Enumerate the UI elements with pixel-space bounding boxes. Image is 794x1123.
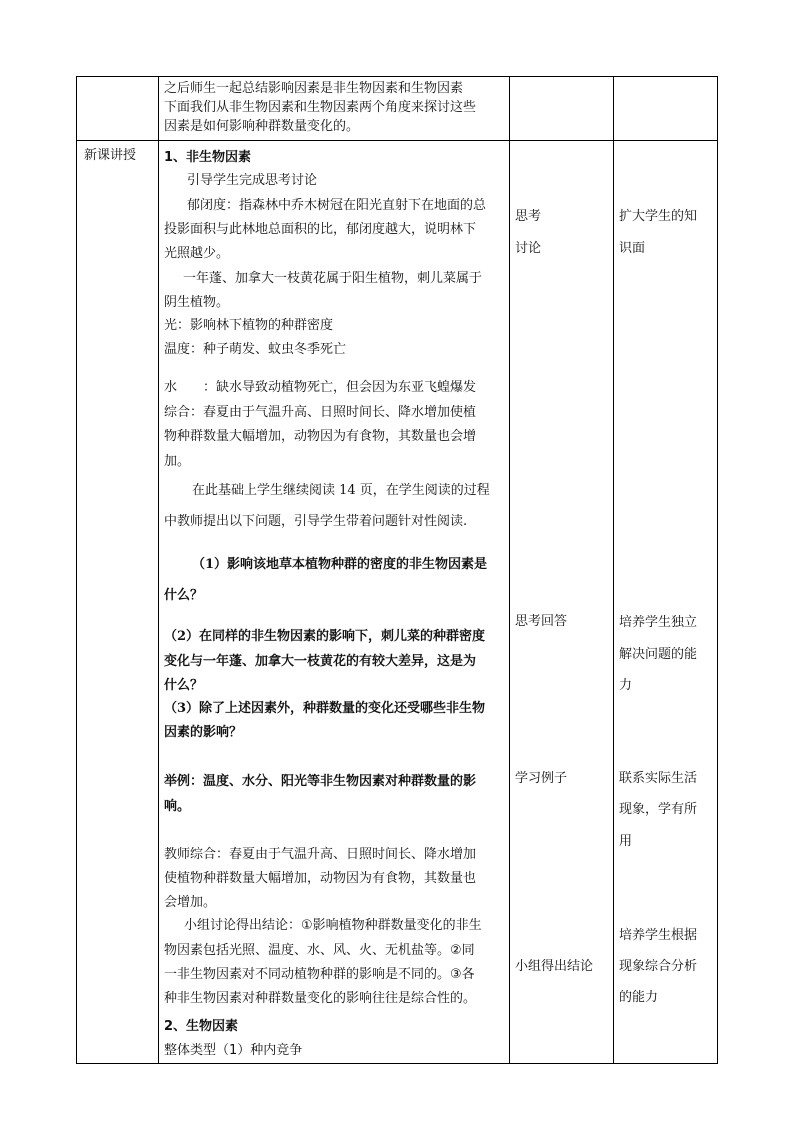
table-border-top [76, 76, 718, 77]
purpose-1-line-2: 识面 [619, 241, 646, 256]
combined-factor-line-1: 综合：春夏由于气温升高、日照时间长、降水增加使植 [164, 405, 477, 420]
canopy-definition-line-3: 光照越少。 [164, 246, 230, 261]
student-group-conclusion: 小组得出结论 [515, 959, 594, 974]
teacher-summary-line-1: 教师综合：春夏由于气温升高、日照时间长、降水增加 [164, 847, 477, 862]
purpose-3-line-1: 联系实际生活 [619, 771, 698, 786]
guide-text: 引导学生完成思考讨论 [187, 173, 318, 188]
stage-label: 新课讲授 [84, 148, 137, 163]
student-discuss: 讨论 [515, 241, 542, 256]
plants-line-2: 阴生植物。 [164, 295, 230, 310]
group-conclusion-line-4: 种非生物因素对种群数量变化的影响往往是综合性的。 [164, 991, 477, 1006]
row-divider [76, 140, 718, 141]
column-divider-1 [158, 76, 159, 1064]
light-factor: 光：影响林下植物的种群密度 [164, 318, 334, 333]
plants-line-1: 一年蓬、加拿大一枝黄花属于阳生植物，刺儿菜属于 [183, 271, 483, 286]
reading-instruction-line-1: 在此基础上学生继续阅读 14 页，在学生阅读的过程 [192, 483, 490, 498]
example-line-2: 响。 [164, 799, 191, 814]
student-learn-example: 学习例子 [515, 771, 568, 786]
question-1-line-2: 什么？ [164, 588, 204, 603]
question-2-line-1: （2）在同样的非生物因素的影响下，刺儿菜的种群密度 [164, 629, 486, 644]
question-2-line-3: 什么？ [164, 678, 204, 693]
purpose-3-line-2: 现象，学有所 [619, 802, 698, 817]
purpose-4-line-3: 的能力 [619, 990, 659, 1005]
combined-factor-line-3: 加。 [164, 454, 191, 469]
intro-line-1: 之后师生一起总结影响因素是非生物因素和生物因素 [164, 81, 464, 96]
canopy-definition-line-1: 郁闭度：指森林中乔木树冠在阳光直射下在地面的总 [187, 198, 487, 213]
intro-line-3: 因素是如何影响种群数量变化的。 [164, 119, 360, 134]
purpose-2-line-1: 培养学生独立 [619, 615, 698, 630]
group-conclusion-line-1: 小组讨论得出结论：①影响植物种群数量变化的非生 [184, 918, 482, 933]
example-line-1: 举例：温度、水分、阳光等非生物因素对种群数量的影 [164, 774, 477, 789]
column-divider-3 [613, 76, 614, 1064]
temperature-factor: 温度：种子萌发、蚊虫冬季死亡 [164, 342, 347, 357]
section-2-type: 整体类型（1）种内竞争 [164, 1043, 303, 1058]
column-divider-2 [509, 76, 510, 1064]
question-1-line-1: （1）影响该地草本植物种群的密度的非生物因素是 [192, 557, 488, 572]
group-conclusion-line-2: 物因素包括光照、温度、水、风、火、无机盐等。②同 [164, 943, 475, 958]
purpose-2-line-3: 力 [619, 678, 633, 693]
purpose-3-line-3: 用 [619, 834, 633, 849]
question-3-line-2: 因素的影响？ [164, 725, 243, 740]
purpose-4-line-1: 培养学生根据 [619, 928, 698, 943]
reading-instruction-line-2: 中教师提出以下问题，引导学生带着问题针对性阅读. [164, 514, 468, 529]
combined-factor-line-2: 物种群数量大幅增加，动物因为有食物，其数量也会增 [164, 429, 477, 444]
teacher-summary-line-3: 会增加。 [164, 895, 217, 910]
table-border-bottom [76, 1063, 718, 1064]
question-3-line-1: （3）除了上述因素外，种群数量的变化还受哪些非生物 [164, 701, 486, 716]
teacher-summary-line-2: 使植物种群数量大幅增加，动物因为有食物，其数量也 [164, 871, 477, 886]
group-conclusion-line-3: 一非生物因素对不同动植物种群的影响是不同的。③各 [164, 967, 475, 982]
student-think-answer: 思考回答 [515, 614, 568, 629]
purpose-4-line-2: 现象综合分析 [619, 959, 698, 974]
question-2-line-2: 变化与一年蓬、加拿大一枝黄花的有较大差异，这是为 [164, 654, 477, 669]
section-2-heading: 2、生物因素 [164, 1019, 239, 1034]
water-factor: 水 ：缺水导致动植物死亡，但会因为东亚飞蝗爆发 [164, 380, 477, 395]
canopy-definition-line-2: 投影面积与此林地总面积的比，郁闭度越大，说明林下 [164, 222, 477, 237]
intro-line-2: 下面我们从非生物因素和生物因素两个角度来探讨这些 [164, 100, 477, 115]
table-border-right [717, 76, 718, 1064]
student-think: 思考 [515, 209, 542, 224]
table-border-left [76, 76, 77, 1064]
purpose-1-line-1: 扩大学生的知 [619, 209, 698, 224]
section-1-heading: 1、非生物因素 [164, 150, 252, 165]
purpose-2-line-2: 解决问题的能 [619, 647, 698, 662]
